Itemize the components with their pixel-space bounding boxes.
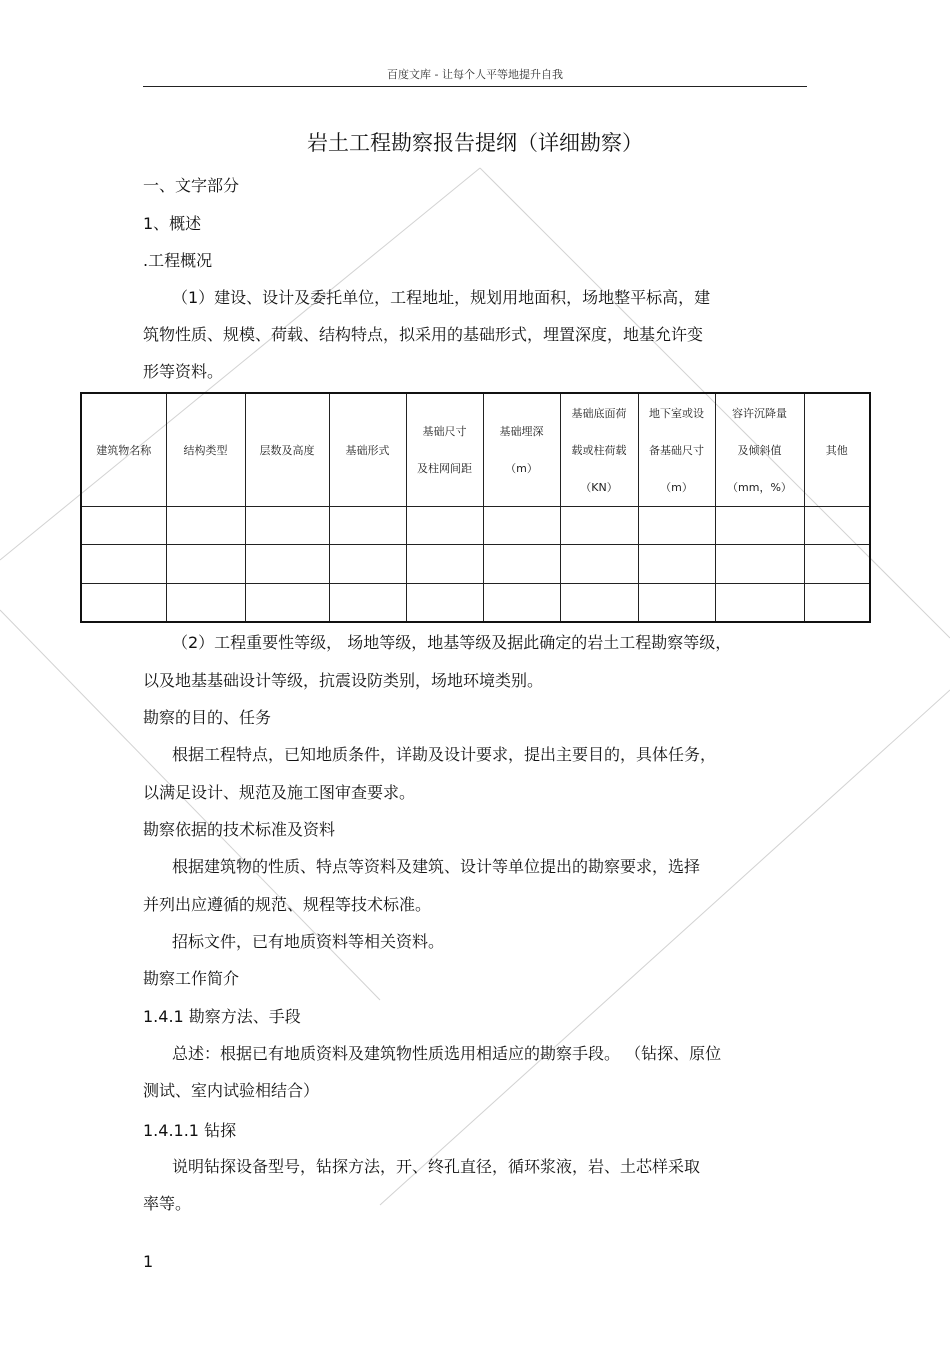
table-cell [166, 507, 245, 545]
table-cell [166, 583, 245, 622]
table-cell [804, 507, 870, 545]
table-cell [715, 507, 804, 545]
table-header-cell: 基础形式 [329, 393, 406, 507]
drilling-heading: 1.4.1.1 钻探 [143, 1121, 237, 1140]
table-cell [638, 545, 715, 583]
table-cell [329, 507, 406, 545]
section-heading: 一、文字部分 [143, 176, 240, 195]
table-cell [715, 583, 804, 622]
paragraph-line: 率等。 [143, 1194, 192, 1213]
work-heading: 勘察工作简介 [143, 969, 240, 988]
table-cell [245, 507, 329, 545]
table-header-cell: 结构类型 [166, 393, 245, 507]
header-divider [143, 86, 807, 87]
subsection-heading: 1、概述 [143, 214, 202, 233]
table-cell [245, 583, 329, 622]
table-header-cell: 基础埋深 （m） [483, 393, 560, 507]
paragraph-line: 根据建筑物的性质、特点等资料及建筑、设计等单位提出的勘察要求，选择 [172, 857, 701, 876]
basis-heading: 勘察依据的技术标准及资料 [143, 820, 336, 839]
table-cell [483, 507, 560, 545]
table-header-cell: 建筑物名称 [81, 393, 166, 507]
table-cell [329, 545, 406, 583]
paragraph-line: 根据工程特点，已知地质条件，详勘及设计要求，提出主要目的，具体任务， [172, 745, 717, 764]
paragraph-line: 总述：根据已有地质资料及建筑物性质选用相适应的勘察手段。 （钻探、原位 [172, 1044, 722, 1063]
method-heading: 1.4.1 勘察方法、手段 [143, 1007, 301, 1026]
table-header-cell: 层数及高度 [245, 393, 329, 507]
paragraph-line: 说明钻探设备型号，钻探方法，开、终孔直径，循环浆液，岩、土芯样采取 [172, 1157, 701, 1176]
table-cell [483, 583, 560, 622]
table-cell [406, 545, 483, 583]
table-cell [81, 583, 166, 622]
table-cell [483, 545, 560, 583]
table-header-cell: 基础底面荷 载或柱荷载 （KN） [560, 393, 638, 507]
table-header-row [81, 393, 870, 507]
table-body [81, 507, 870, 623]
table-cell [638, 507, 715, 545]
paragraph-line: 以及地基基础设计等级，抗震设防类别，场地环境类别。 [143, 671, 544, 690]
table-header-cell: 其他 [804, 393, 870, 507]
table-cell [560, 507, 638, 545]
page-number: 1 [143, 1252, 154, 1271]
table-row [81, 507, 870, 545]
table-header-cell: 基础尺寸 及柱网间距 [406, 393, 483, 507]
paragraph-line: （2）工程重要性等级， 场地等级，地基等级及据此确定的岩土工程勘察等级， [172, 633, 732, 652]
paragraph-line: 招标文件，已有地质资料等相关资料。 [172, 932, 445, 951]
purpose-heading: 勘察的目的、任务 [143, 708, 272, 727]
paragraph-line: （1）建设、设计及委托单位，工程地址，规划用地面积，场地整平标高，建 [172, 288, 711, 307]
paragraph-line: 筑物性质、规模、荷载、结构特点，拟采用的基础形式，埋置深度，地基允许变 [143, 325, 704, 344]
table-cell [166, 545, 245, 583]
paragraph-line: 形等资料。 [143, 362, 224, 381]
table-cell [245, 545, 329, 583]
table-header-cell: 容许沉降量 及倾斜值 （mm，%） [715, 393, 804, 507]
document-title: 岩土工程勘察报告提纲（详细勘察） [307, 131, 643, 155]
table-cell [638, 583, 715, 622]
paragraph-line: 测试、室内试验相结合） [143, 1081, 320, 1100]
paragraph-line: 并列出应遵循的规范、规程等技术标准。 [143, 895, 432, 914]
table-cell [406, 507, 483, 545]
table-header-cell: 地下室或设 备基础尺寸 （m） [638, 393, 715, 507]
table-cell [81, 545, 166, 583]
building-info-table [80, 392, 871, 623]
table-cell [715, 545, 804, 583]
table-cell [560, 545, 638, 583]
page-header: 百度文库 - 让每个人平等地提升自我 [387, 68, 563, 81]
paragraph-line: 以满足设计、规范及施工图审查要求。 [143, 783, 416, 802]
table-cell [406, 583, 483, 622]
table-row [81, 583, 870, 622]
project-overview-heading: .工程概况 [143, 251, 213, 270]
table-cell [81, 507, 166, 545]
table-cell [804, 545, 870, 583]
table-row [81, 545, 870, 583]
table-cell [329, 583, 406, 622]
table-cell [804, 583, 870, 622]
table-cell [560, 583, 638, 622]
